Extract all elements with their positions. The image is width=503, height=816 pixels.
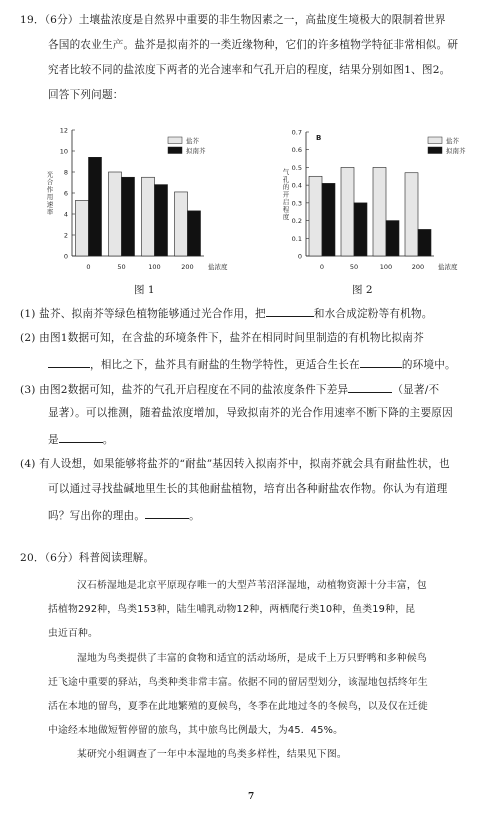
y-axis-label-char: 作: [46, 185, 54, 194]
y-tick-label: 0.5: [291, 163, 302, 172]
answer-blank-1[interactable]: [266, 304, 314, 317]
answer-blank-2[interactable]: [48, 355, 90, 368]
y-tick-label: 0.2: [291, 217, 302, 226]
answer-blank-5[interactable]: [59, 430, 103, 443]
y-axis-label-char: 用: [46, 193, 54, 201]
y-tick-label: 6: [63, 189, 68, 198]
y-tick-label: 10: [59, 147, 68, 156]
q19-sub1: [20, 304, 433, 321]
y-axis-label-char: 气: [282, 167, 290, 176]
q19-sub2-line-1: (2) 由图1数据可知，在含盐的环境条件下，盐芥在相同时间里制造的有机物比拟南芥: [20, 332, 424, 344]
answer-blank-3[interactable]: [360, 355, 402, 368]
q19-sub4-line-1: (4) 有人设想，如果能够将盐芥的“耐盐”基因转入拟南芥中，拟南芥就会具有耐盐性状，也: [20, 458, 450, 470]
q20-para1-line-1: 汉石桥湿地是北京平原现存唯一的大型芦苇沼泽湿地，动植物资源十分丰富，包: [77, 580, 427, 591]
q19-line-1: 19．（6分）土壤盐浓度是自然界中重要的非生物因素之一，高盐度生境极大的限制着世界: [20, 14, 446, 26]
q19-line-4: 回答下列问题：: [48, 89, 124, 101]
q19-sub3-line-3: [48, 430, 114, 447]
bar-salt-mustard: [405, 173, 418, 256]
y-axis-label-char: 启: [282, 197, 290, 206]
bar-arabidopsis: [354, 203, 367, 256]
y-tick-label: 0.7: [291, 128, 302, 137]
y-tick-label: 0: [297, 252, 302, 261]
x-axis-label: 盐浓度: [438, 263, 458, 271]
legend-swatch: [428, 147, 442, 154]
legend-label: 拟南芥: [446, 147, 466, 155]
y-tick-label: 8: [63, 168, 68, 177]
q20-para1-line-3: 虫近百种。: [48, 628, 98, 639]
y-tick-label: 0.4: [291, 181, 302, 190]
y-tick-label: 12: [59, 126, 68, 135]
figure-1-caption: 图 1: [134, 284, 155, 296]
bar-arabidopsis: [188, 211, 201, 256]
q19-sub2-line-2: [48, 355, 456, 372]
y-axis-label-char: 的: [282, 182, 290, 191]
answer-blank-4[interactable]: [348, 380, 392, 393]
bar-arabidopsis: [322, 183, 335, 256]
x-tick-label: 100: [379, 263, 393, 271]
x-tick-label: 50: [349, 263, 359, 271]
x-tick-label: 0: [319, 263, 325, 271]
y-axis-label-char: 速: [46, 200, 54, 209]
y-axis-label-char: 度: [282, 212, 290, 221]
q19-sub3-text-b: （显著/不: [392, 384, 440, 396]
y-axis-label-char: 孔: [282, 175, 290, 184]
y-axis-label-char: 程: [282, 205, 290, 214]
legend-label: 拟南芥: [186, 147, 206, 155]
y-axis-label-char: 合: [46, 178, 54, 186]
q19-sub3-text-d: 。: [102, 434, 114, 446]
q19-sub4-line-3: [48, 506, 200, 523]
legend-swatch: [168, 147, 182, 154]
bar-salt-mustard: [309, 176, 322, 256]
q19-sub4-text-b: 。: [189, 510, 200, 522]
legend-label: 盐芥: [186, 137, 199, 145]
answer-blank-6[interactable]: [145, 506, 189, 519]
figure-2-chart: [278, 118, 473, 278]
y-tick-label: 0: [63, 252, 68, 261]
chart-title: B: [316, 134, 322, 142]
page-number: 7: [248, 792, 255, 802]
q19-sub3-text-c: 是: [48, 434, 59, 446]
x-tick-label: 200: [411, 263, 425, 271]
bar-salt-mustard: [109, 172, 122, 256]
bar-salt-mustard: [373, 167, 386, 256]
q19-sub4-line-2: 可以通过寻找盐碱地里生长的其他耐盐植物，培育出各种耐盐农作物。你认为有道理: [48, 483, 448, 495]
q19-sub4-text-a: 吗？写出你的理由。: [48, 510, 146, 522]
q19-sub1-text-a: (1) 盐芥、拟南芥等绿色植物能够通过光合作用，把: [20, 308, 266, 320]
x-axis-label: 盐浓度: [208, 263, 228, 271]
q20-para2-line-3: 活在本地的留鸟，夏季在此地繁殖的夏候鸟，冬季在此地过冬的冬候鸟，以及仅在迁徙: [48, 701, 428, 712]
legend-swatch: [168, 137, 182, 144]
q19-sub1-text-b: 和水合成淀粉等有机物。: [313, 308, 433, 320]
y-axis-label-char: 率: [46, 208, 54, 216]
bar-arabidopsis: [89, 157, 102, 256]
q19-line-3: 究者比较不同的盐浓度下两者的光合速率和气孔开启的程度，结果分别如图1、图2。: [48, 64, 451, 76]
q20-para2-line-4: 中途经本地做短暂停留的旅鸟，其中旅鸟比例最大，为45．45%。: [48, 725, 344, 736]
bar-salt-mustard: [175, 192, 188, 256]
q20-para2-line-1: 湿地为鸟类提供了丰富的食物和适宜的活动场所，是成千上万只野鸭和多种候鸟: [77, 653, 427, 664]
q19-line-2: 各国的农业生产。盐芥是拟南芥的一类近缘物种，它们的许多植物学特征非常相似。研: [48, 39, 459, 51]
figure-2-caption: 图 2: [352, 284, 373, 296]
x-tick-label: 200: [181, 263, 194, 271]
y-axis-label-char: 开: [282, 190, 290, 199]
q19-sub2-text-b: 的环境中。: [401, 359, 456, 371]
x-tick-label: 0: [86, 263, 91, 271]
bar-arabidopsis: [122, 177, 135, 256]
q20-heading: 20．（6分）科普阅读理解。: [20, 552, 155, 564]
y-tick-label: 0.3: [291, 199, 302, 208]
q19-sub2-text-a: ，相比之下，盐芥具有耐盐的生物学特性，更适合生长在: [90, 359, 360, 371]
q20-para2-line-2: 迁飞途中重要的驿站，鸟类种类非常丰富。依据不同的留居型划分，该湿地包括终年生: [48, 677, 428, 688]
legend-label: 盐芥: [446, 137, 459, 145]
y-axis-label-char: 光: [46, 170, 54, 179]
q19-sub3-line-2: 显著）。可以推测，随着盐浓度增加，导致拟南芥的光合作用速率不断下降的主要原因: [48, 407, 453, 419]
y-tick-label: 2: [63, 231, 68, 240]
legend-swatch: [428, 137, 442, 144]
bar-salt-mustard: [76, 200, 89, 256]
bar-arabidopsis: [386, 221, 399, 256]
y-tick-label: 0.6: [291, 146, 302, 155]
q20-para3: 某研究小组调查了一年中本湿地的鸟类多样性，结果见下图。: [77, 749, 347, 760]
bar-salt-mustard: [341, 167, 354, 256]
bar-salt-mustard: [142, 177, 155, 256]
bar-arabidopsis: [155, 185, 168, 256]
q19-sub3-line-1: [20, 380, 439, 397]
figure-1-chart: [40, 118, 245, 278]
q20-para1-line-2: 括植物292种，鸟类153种，陆生哺乳动物12种，两栖爬行类10种，鱼类19种，昆: [48, 604, 416, 615]
q19-sub3-text-a: (3) 由图2数据可知，盐芥的气孔开启程度在不同的盐浓度条件下差异: [20, 384, 349, 396]
x-tick-label: 50: [117, 263, 126, 271]
y-tick-label: 0.1: [291, 234, 302, 243]
x-tick-label: 100: [148, 263, 161, 271]
y-tick-label: 4: [63, 210, 68, 219]
bar-arabidopsis: [418, 229, 431, 256]
